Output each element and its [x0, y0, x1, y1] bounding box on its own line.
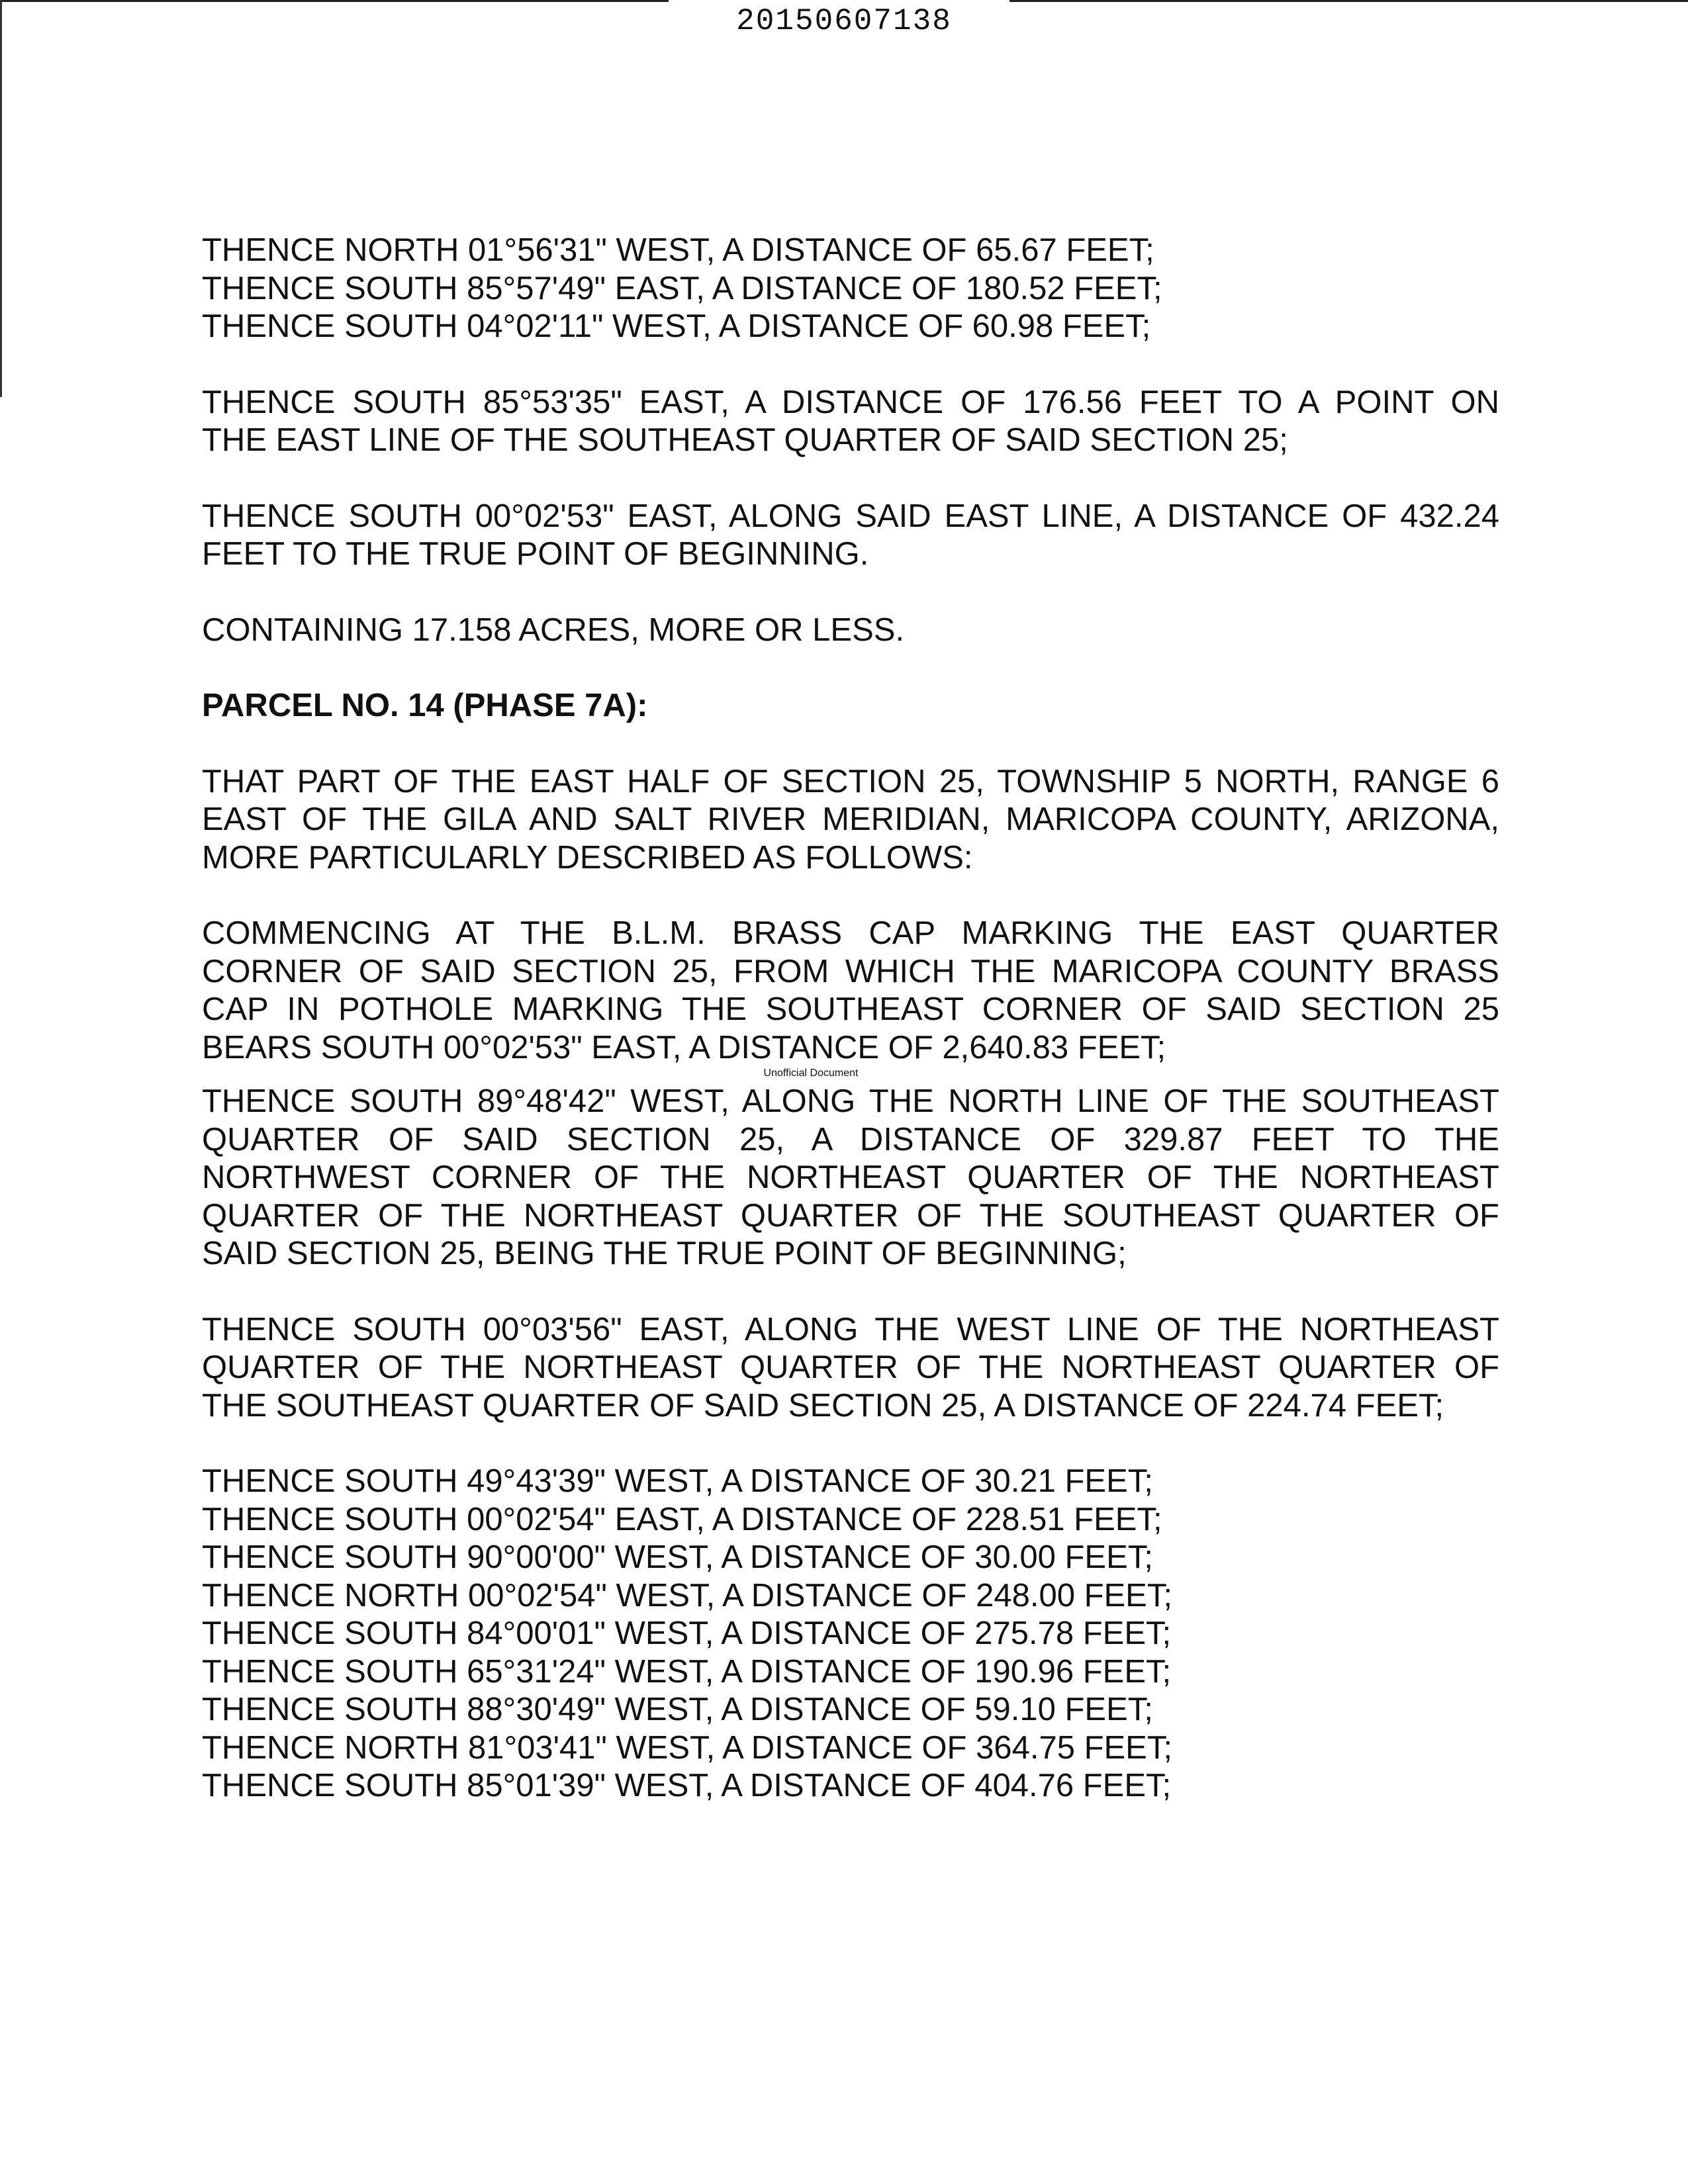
course-line: THENCE SOUTH 85°01'39" WEST, A DISTANCE OF 404.76 FEET;	[202, 1768, 1172, 1803]
left-margin-line	[0, 0, 2, 397]
course-line: THENCE SOUTH 65°31'24" WEST, A DISTANCE OF 190.96 FEET;	[202, 1653, 1172, 1690]
west-line-paragraph	[202, 1311, 1499, 1426]
parcel-intro-paragraph	[202, 763, 1499, 878]
course-line: THENCE SOUTH 90°00'00" WEST, A DISTANCE OF 30.00 FEET;	[202, 1539, 1153, 1575]
paragraph-line: THENCE SOUTH 00°02'53" EAST, ALONG SAID EAST LINE, A DISTANCE OF 432.24	[202, 498, 1499, 534]
paragraph-line: COMMENCING AT THE B.L.M. BRASS CAP MARKING THE EAST QUARTER	[202, 915, 1499, 951]
course-432-paragraph	[202, 498, 1499, 574]
course-line: THENCE NORTH 81°03'41" WEST, A DISTANCE OF 364.75 FEET;	[202, 1729, 1172, 1766]
paragraph-line: QUARTER OF THE NORTHEAST QUARTER OF THE SOUTHEAST QUARTER OF	[202, 1197, 1499, 1234]
continuation-courses	[202, 232, 1499, 346]
paragraph-line: QUARTER OF THE NORTHEAST QUARTER OF THE NORTHEAST QUARTER OF	[202, 1349, 1499, 1385]
course-line: THENCE SOUTH 00°02'54" EAST, A DISTANCE OF 228.51 FEET;	[202, 1501, 1162, 1537]
paragraph-line: EAST OF THE GILA AND SALT RIVER MERIDIAN, MARICOPA COUNTY, ARIZONA,	[202, 801, 1499, 837]
acreage-line: CONTAINING 17.158 ACRES, MORE OR LESS.	[202, 612, 905, 648]
course-line: THENCE SOUTH 88°30'49" WEST, A DISTANCE OF 59.10 FEET;	[202, 1692, 1153, 1727]
course-line: THENCE SOUTH 84°00'01" WEST, A DISTANCE OF 275.78 FEET;	[202, 1615, 1172, 1651]
course-line: THENCE SOUTH 49°43'39" WEST, A DISTANCE OF 30.21 FEET;	[202, 1463, 1153, 1499]
course-list	[202, 1463, 1499, 1805]
commencing-paragraph	[202, 915, 1499, 1067]
paragraph-line: CAP IN POTHOLE MARKING THE SOUTHEAST CORNER OF SAID SECTION 25	[202, 991, 1499, 1027]
paragraph-line: THENCE SOUTH 85°53'35" EAST, A DISTANCE OF 176.56 FEET TO A POINT ON	[202, 384, 1499, 420]
course-line: THENCE SOUTH 04°02'11" WEST, A DISTANCE OF 60.98 FEET;	[202, 308, 1151, 344]
top-rule-right	[1009, 0, 1688, 2]
paragraph-line: THENCE SOUTH 89°48'42" WEST, ALONG THE NORTH LINE OF THE SOUTHEAST	[202, 1083, 1499, 1119]
paragraph-line: CORNER OF SAID SECTION 25, FROM WHICH THE MARICOPA COUNTY BRASS	[202, 953, 1499, 989]
paragraph-line: MORE PARTICULARLY DESCRIBED AS FOLLOWS:	[202, 839, 973, 876]
paragraph-line: BEARS SOUTH 00°02'53" EAST, A DISTANCE OF 2,640.83 FEET;	[202, 1029, 1166, 1066]
course-line: THENCE NORTH 00°02'54" WEST, A DISTANCE OF 248.00 FEET;	[202, 1577, 1172, 1614]
parcel-heading: PARCEL NO. 14 (PHASE 7A):	[202, 688, 648, 723]
course-line: THENCE NORTH 01°56'31" WEST, A DISTANCE OF 65.67 FEET;	[202, 232, 1154, 268]
north-line-paragraph	[202, 1083, 1499, 1273]
unofficial-watermark: Unofficial Document	[763, 1068, 859, 1079]
paragraph-line: THENCE SOUTH 00°03'56" EAST, ALONG THE WEST LINE OF THE NORTHEAST	[202, 1311, 1499, 1347]
paragraph-line: NORTHWEST CORNER OF THE NORTHEAST QUARTER OF THE NORTHEAST	[202, 1160, 1499, 1195]
legal-description-body	[202, 232, 1499, 1805]
paragraph-line: QUARTER OF SAID SECTION 25, A DISTANCE OF 329.87 FEET TO THE	[202, 1121, 1499, 1158]
paragraph-line: THE SOUTHEAST QUARTER OF SAID SECTION 25, A DISTANCE OF 224.74 FEET;	[202, 1387, 1444, 1424]
containing-paragraph	[202, 612, 1499, 650]
course-176-paragraph	[202, 384, 1499, 460]
paragraph-line: SAID SECTION 25, BEING THE TRUE POINT OF BEGINNING;	[202, 1236, 1127, 1271]
course-line: THENCE SOUTH 85°57'49" EAST, A DISTANCE OF 180.52 FEET;	[202, 270, 1162, 306]
document-number: 20150607138	[736, 4, 952, 38]
paragraph-line: THE EAST LINE OF THE SOUTHEAST QUARTER OF SAID SECTION 25;	[202, 422, 1288, 458]
paragraph-line: THAT PART OF THE EAST HALF OF SECTION 25, TOWNSHIP 5 NORTH, RANGE 6	[202, 763, 1499, 799]
parcel-heading-block	[202, 687, 1499, 725]
top-rule-left	[0, 0, 669, 2]
paragraph-line: FEET TO THE TRUE POINT OF BEGINNING.	[202, 536, 869, 572]
